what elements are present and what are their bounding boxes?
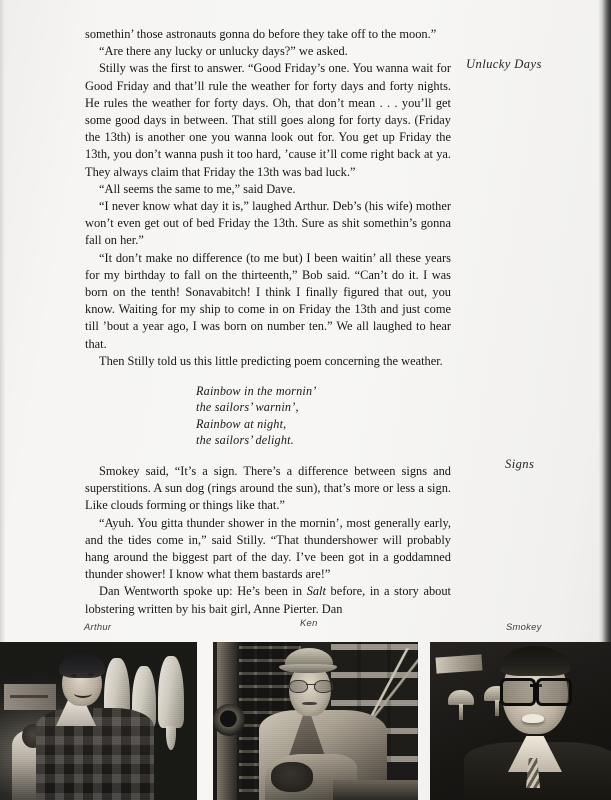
photo-caption-arthur: Arthur <box>84 621 112 632</box>
photo-smokey-scene <box>430 642 611 800</box>
photo-arthur <box>0 642 197 800</box>
body-paragraph: “All seems the same to me,” said Dave. <box>99 181 296 196</box>
workbench <box>333 780 418 800</box>
background-sign <box>4 684 56 710</box>
body-paragraph: Stilly was the first to answer. “Good Friday’s one. You wanna wait for Good Friday and that’ll rule the weather for forty days and forty nights. He rules the weather for forty days. Oh, that don’t mean . . . you’ll get some good days in between. That still goes along for forty days. (Friday the 13th) is another one you wanna look out for. You get up Friday the 13th, you don’t wanna push it too hard, ’cause it’ll come right back at ya. They always claim that Friday the 13th was bad luck.” <box>85 61 451 179</box>
body-paragraph: “I never know what day it is,” laughed Arthur. Deb’s (his wife) mother won’t even get out of bed Friday the 13th. Sure as shit somethin’s gonna fall on her.” <box>85 199 451 248</box>
reel <box>213 704 245 736</box>
photo-arthur-scene <box>0 642 197 800</box>
body-paragraph: “It don’t make no difference (to me but) I been waitin’ all these years for my birthday to fall on the thirteenth,” Bob said. “Can’t do it. I was born on the tenth! Sonavabitch! I think I finally figured that out, you know. Waiting for my ship to come in on Friday the 13th and just come till ’bout a year ago, I was born on number ten.” We all laughed to hear that. <box>85 250 451 351</box>
body-text-lower <box>85 463 451 618</box>
body-text-upper <box>85 26 451 370</box>
eyeglass-lens-left <box>289 680 308 693</box>
background-plank <box>435 654 482 673</box>
eyeglass-lens-right <box>314 680 333 693</box>
body-paragraph: Dan Wentworth spoke up: He’s been in Salt before, in a story about lobstering written by his bait girl, Anne Pierter. Dan <box>85 584 451 616</box>
eyeglass-lens-right <box>536 678 572 706</box>
poem-line: Rainbow in the mornin’ <box>196 384 317 398</box>
italic-title: Salt <box>306 584 326 599</box>
body-paragraph: somethin’ those astronauts gonna do before they take off to the moon.” <box>85 27 437 41</box>
eyeglasses <box>289 680 333 691</box>
poem-line: the sailors’ warnin’, <box>196 400 299 415</box>
eyeglass-lens-left <box>500 678 536 706</box>
photo-caption-smokey: Smokey <box>506 621 542 632</box>
photo-ken-scene <box>213 642 418 800</box>
eye <box>71 674 77 677</box>
buoy-tail <box>166 726 176 750</box>
body-paragraph: Then Stilly told us this little predicting poem concerning the weather. <box>99 353 443 368</box>
photo-caption-ken: Ken <box>300 617 318 628</box>
body-paragraph: “Ayuh. You gitta thunder shower in the mornin’, most generally early, and the tides come in,” said Stilly. “That thundershower will probably hang around the biggest part of the day. I’ve been got in a goddamned thunder shower! I know what them bastards are!” <box>85 515 451 582</box>
margin-note-unlucky-days: Unlucky Days <box>466 57 542 71</box>
hanging-lamp <box>448 690 474 705</box>
smile <box>74 689 92 698</box>
buoy <box>158 656 184 728</box>
body-paragraph: Smokey said, “It’s a sign. There’s a difference between signs and superstitions. A sun dog (rings around the sun), that’s more or less a sign. Like clouds forming or things like that.” <box>85 464 451 513</box>
body-paragraph: “Are there any lucky or unlucky days?” we asked. <box>99 44 348 59</box>
hands <box>271 762 313 792</box>
mouth <box>302 702 317 705</box>
mouth <box>522 714 544 723</box>
eye <box>88 673 94 676</box>
weather-poem <box>196 383 317 449</box>
eyeglasses <box>500 678 572 700</box>
plaid-shirt <box>36 708 154 800</box>
poem-line: Rainbow at night, <box>196 416 287 431</box>
hair <box>500 646 570 676</box>
photo-ken <box>213 642 418 800</box>
rigging-lines <box>363 648 418 722</box>
lamp-stem <box>495 700 499 716</box>
cap-brim <box>279 664 337 673</box>
photo-smokey <box>430 642 611 800</box>
poem-line: the sailors’ delight. <box>196 433 294 448</box>
hair <box>59 652 105 678</box>
lamp-stem <box>459 704 463 720</box>
margin-note-signs: Signs <box>505 457 535 471</box>
